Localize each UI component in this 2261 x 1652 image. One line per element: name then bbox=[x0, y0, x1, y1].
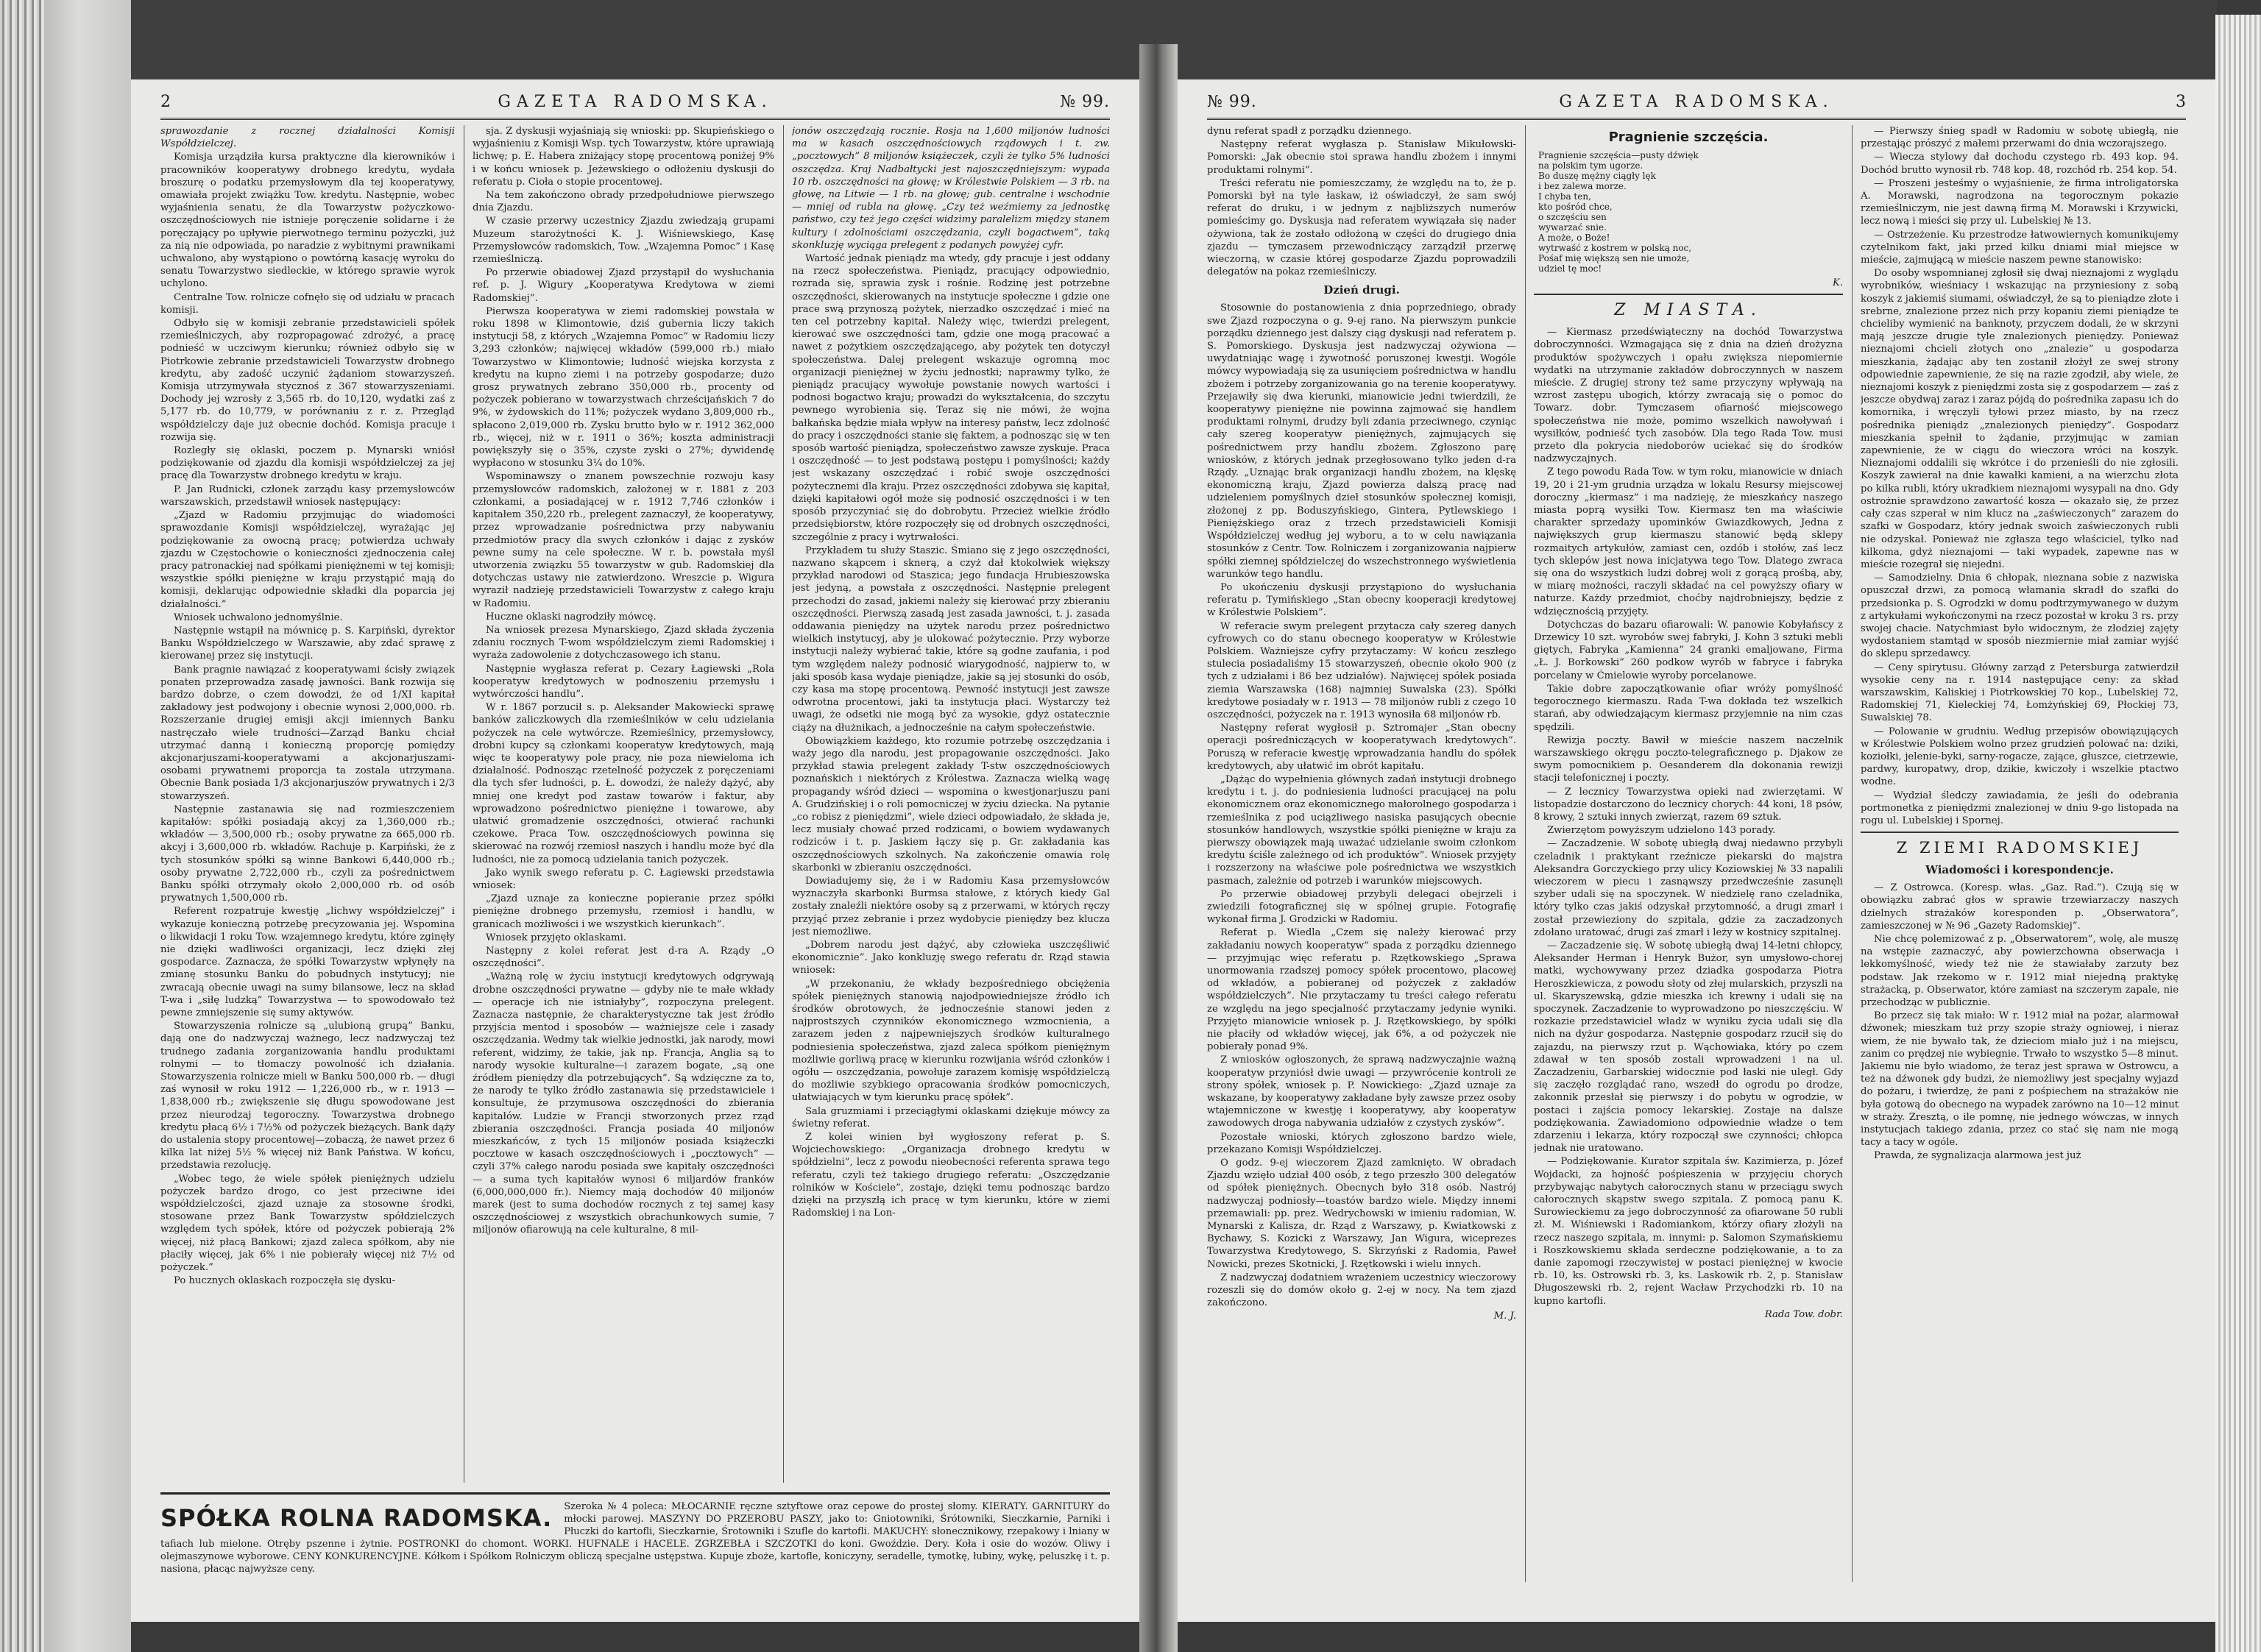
poem-signature: K. bbox=[1832, 277, 1843, 288]
paragraph: „W przekonaniu, że wkłady bezpośredniego obciężenia spółek pieniężnych stanowią najodpowiedniejsze źródło ich środków obrotowych, że jednocześnie stanowi jeden z najprostszych czynników ekonomicznego wzmocnienia, a zarazem jeden z najpewniejszych środków kulturalnego podniesienia społeczeństwa, zjazd zaleca spółkom pieniężnym możliwie gorliwą pracę w kierunku rozwijania wśród członków i ogółu — oszczędzania, powołuje zarazem komisję współdzielczą do możliwie szybkiego opracowania środków pomocniczych, ułatwiających w tym kierunku pracę spółek”. bbox=[792, 978, 1110, 1104]
header-rule bbox=[1207, 118, 2186, 120]
paragraph: Z kolei winien był wygłoszony referat p. S. Wojciechowskiego: „Organizacja drobnego kredytu w spółdzielni”, lecz z powodu nieobecności referenta sprawa tego referatu, czyli też takiego drugiego referatu: „Oszczędzanie rolników w Kościele”, zostaje, dzięki temu podnosząc bardzo dzięki na przyszłą ich pracę w tym kierunku, które w ziemi Radomskiej i na Lon- bbox=[792, 1132, 1110, 1219]
right-page bbox=[1178, 79, 2215, 1622]
poem-line: kto pośród chce, bbox=[1538, 202, 1613, 212]
page-header bbox=[1207, 93, 2186, 116]
paragraph: Pozostałe wnioski, których zgłoszono bardzo wiele, przekazano Komisji Współdzielczej. bbox=[1207, 1131, 1516, 1155]
paragraph: Do osoby wspomnianej zgłosił się dwaj nieznajomi z wyglądu wyrobników, wieśniacy i wskazując na przyniesiony z sobą koszyk z jakiemiś siumami, oświadczył, że są to pieniądze złote i srebrne, znalezione przez nich przy kopaniu ziemi pieniądze te chcieliby wymienić na banknoty, przyczem dodali, że w skrzyni mają jeszcze drugie tyle znalezionych pieniędzy. Ponieważ nieznajomi chcieli złotych ono „znalezie” u gospodarza mieszkania, żądając aby ten zostanił złożył ze swej strony odpowiednie zapewnienie, że się na razie zgodził, aby wiele, że nieznajomi koszyk z pieniędzmi zosta się z gospodarzem — zaś z jeszcze obydwaj zaraz i zaraz pójdą do pośrednika zapasu ich do komornika, i wręczyli tyłowi przez miasto, by na rzecz pośrednika pieniądz „znalezionych pieniędzy”. Gospodarz mieszkania spełnił to żądanie, przyjmując w zamian zapewnienie, że w ciągu do wieczora wróci na koszyk. Nieznajomi oddalili się wkrótce i do przenieśli do nie zgłosili. Koszyk zawierał na dnie kawałki kamieni, a na wierzchu złota po kilka rubli, który ukradkiem nieznajomi wysypali na dno. Gdy ostrożnie sprawdzono zawartość kosza — okazało się, że przez cały czas szperał w nim klucz na „zaświeczonych” zarazem do szafki w Gospodarz, który jednak swoich zaświeczonych rubli nie odzyskał. Ponieważ nie zgłasza tego właściciel, tylko nad kilkoma, gdyż nieznajomi — taki wypadek, zapewne nas w mieście rozegrał się niejedni. bbox=[1861, 268, 2179, 570]
paragraph: Rozległy się oklaski, poczem p. Mynarski wniósł podziękowanie od zjazdu dla komisji współdzielczej za jej pracę dla Towarzystw drobnego kredytu w kraju. bbox=[160, 445, 455, 482]
paragraph: Dowiadujemy się, że i w Radomiu Kasa przemysłowców wyznaczyła skarbonki Burmsa stałowe, z których kiedy Gal zostały znaleźli niektóre osoby są z przerwami, w których ręczy przyjąć przez zebranie i przez wydobycie pieniędzy bez klucza jest niemożliwe. bbox=[792, 875, 1110, 937]
poem bbox=[1538, 150, 1839, 274]
paragraph: Następny referat wygłosił p. Sztromajer „Stan obecny operacji pośredniczących w kooperatywach kredytowych”. Poruszą w referacie kwestję wprowadzania handlu do spółek kredytowych, aby ułatwić im obrót kapitału. bbox=[1207, 723, 1516, 772]
ad-text: Szeroka № 4 poleca: MŁOCARNIE ręczne sztyftowe oraz cepowe do prostej słomy. KIERATY. GARNITURY do młocki parowej. MASZYNY DO PRZEROBU PASZY, jako to: Gniotowniki, Śrótowniki, Sieczkarnie, Parniki i Płuczki do kartofli, Sieczkarnie, Śrotowniki i Szufle do kartofli. MAKUCHY: słonecznikowy, rzepakowy i lniany w tafiach lub mielone. Otręby pszenne i żytnie. POSTRONKI do chomont. WORKI. HUFNALE i HACELE. ZGRZEBŁA i SZCZOTKI do koni. Gwoździe. Dery. Koła i osie do wozów. Oliwy i olejmaszynowe wyborowe. CENY KONKURENCYJNE. Kółkom i Spółkom Rolniczym obliczą specjalne ustępstwa. Kupuje zboże, kartofle, koniczyny, seradelle, tymotkę, łubiny, wykę, peluszkę i t. p. nasiona, płacąc najwyższe ceny. bbox=[160, 1501, 1110, 1575]
paragraph: Referat p. Wiedla „Czem się należy kierować przy zakładaniu nowych kooperatyw” spada z porządku dziennego — przyjmując więc referatu p. Rzętkowskiego „Sprawa unormowania rzadszej pomocy spółek procentowo, placowej od wkładów, a pobieranej od pożyczek z zakładów współdzielczych”. Nie przytaczamy tu treści całego referatu ze względu na jego specjalność przytaczamy jedynie wyniki. Przyjęto mianowicie wniosek p. J. Rzętkowskiego, by spółki nie płaciły od wkładów więcej, jak 6%, a od pożyczek nie pobierały ponad 9%. bbox=[1207, 927, 1516, 1053]
paragraph: — Zaczadzenie. W sobotę ubiegłą dwaj niedawno przybyli czeladnik i praktykant rzeźnicze piekarski do majstra Aleksandra Gorczyckiego przy ulicy Koziowskiej № 33 napalili wieczorem w piecu i zasnąwszy przedwcześnie zasunęli szyber udali się na spoczynek. W niedzielę rano czeladnika, który tylko czas jakiś odzyskał przytomność, a drugi zmarł i został przewieziony do szpitala, gdzie za zaczadzonych zdołano uratować, drugi zaś zmarł i leży w kostnicy szpitalnej. bbox=[1534, 838, 1843, 938]
paragraph: Rewizja poczty. Bawił w mieście naszem naczelnik warszawskiego okręgu poczto-telegraficznego p. Djakow ze swym pomocnikiem p. Oesanderem dla dokonania rewizji stacji telefonicznej i poczty. bbox=[1534, 734, 1843, 784]
poem-line: Pragnienie szczęścia—pusty dźwięk bbox=[1538, 150, 1699, 160]
paragraph: Zwierzętom powyższym udzielono 143 porady. bbox=[1547, 825, 1776, 837]
paragraph: — Proszeni jesteśmy o wyjaśnienie, że firma introligatorska A. Morawski, nagrodzona na tegorocznym pokazie rzemieślniczym, nie jest dawną firmą M. Morawski i Krzywicki, lecz nową i mieści się przy ul. Lubelskiej № 13. bbox=[1861, 177, 2179, 227]
paragraph: Stosownie do postanowienia z dnia poprzedniego, obrady swe Zjazd rozpoczyna o g. 9-ej rano. Na pierwszym punkcie porządku dziennego jest dalszy ciąg dyskusji nad referatem p. S. Pomorskiego. Dyskusja jest nadzwyczaj ożywiona — uwydatniając wagę i żywotność poruszonej kwestji. Wogóle mówcy wypowiadają się za usunięciem pośrednictwa w handlu zbożem i potrzeby zorganizowania go na terenie kooperatywy. Przejawiły się dwa kierunki, mianowicie jedni twierdzili, że kooperatywy pieniężne nie powinna zajmować się handlem produktami rolnymi, drudzy byli zdania przeciwnego, czyniąc cały szereg kooperatyw pieniężnych, zajmujących się pośrednictwem przy handlu zbożem. Zgłoszono parę wniosków, z których jednak przegłosowano tylko jeden d-ra Rządy. „Uznając brak organizacji handlu zbożem, na klęskę ekonomiczną kraju, Zjazd powierza dalszą pracę nad udzieleniem pomyślnych dzieł stosunków społecznej komisji, złożonej z pp. Boduszyńskiego, Gintera, Pytlewskiego i Pieniężskiego oraz z trzech przedstawicieli Komisji Współdzielczej według jej wyboru, a to w celu nawiązania stosunków z Centr. Tow. Rolniczem i zorganizowania najpierw spółki ziemnej spółdzielczej do wszechstronnego wyświetlenia warunków tego handlu. bbox=[1207, 302, 1516, 580]
paragraph: Jako wynik swego referatu p. C. Łagiewski przedstawia wniosek: bbox=[473, 867, 774, 891]
paragraph: Na tem zakończono obrady przedpołudniowe pierwszego dnia Zjazdu. bbox=[473, 190, 774, 214]
section-heading-z-miasta: Z MIASTA. bbox=[1614, 301, 1763, 320]
paragraph: Obowiązkiem każdego, kto rozumie potrzebę oszczędzania i waży jego dla narodu, jest propagowanie oszczędności. Jako przykład stawia prelegent zakłady T-stw oszczędnościowych poznańskich i niektórych z Królestwa. Zaznacza wielką wagę propagandy wśród dzieci — wspomina o kwestjonarjuszu pani A. Grudzińskiej i o roli pomocniczej w życiu dziecka. Na pytanie „co robisz z pieniędzmi”, wiele dzieci odpowiadało, że składa je, lecz musiały chować przed rodzicami, o bowiem wydawanych rodziców i t. p. Jaskiem łączy się p. Gr. zakładania kas oszczędnościowych szkolnych. Na zakończenie omawia rolę skarbonki w zbieraniu oszczędności. bbox=[792, 735, 1110, 873]
paragraph: „Ważną rolę w życiu instytucji kredytowych odgrywają drobne oszczędności prywatne — gdyby nie te małe wkłady — operacje ich nie istniałyby”, rozpoczyna prelegent. Zaznacza następnie, że charakterystyczne tak jest źródło przyjścia mentod i sposobów — ważniejsze cele i zasady oszczędzania. Wedmy tak wielkie jednostki, jak narody, mowi referent, widzimy, że takie, jak np. Francja, Anglia są to narody wysokie kulturalne—i zarazem bogate, „są one źródłem pieniędzy dla potrzebujących”. Są wdzięczne za to, że narody te tylko źródło zastanawia się przedstawiciele i konsultuje, że przymusowa oszczędności do zbierania kapitałów. Ludzie w Francji stworzonych przez rząd zbierania oszczędności. Francja posiada 40 miljonów mieszkańców, z tych 15 miljonów posiada książeczki pocztowe w kasach oszczędnościowych i „pocztowych” — czyli 37% całego narodu posiada swe kapitały oszczędności — a suma tych kapitałów wynosi 6 miljardów franków (6,000,000,000 fr.). Niemcy mają dochodów 40 miljonów marek (jest to suma dochodów rocznych z tej samej kasy oszczędnościowej z wszystkich obrachunkowych sumie, 7 miljonów ofiarowują na cele kulturalne, 8 mil- bbox=[473, 971, 774, 1236]
paragraph: Nie chcę polemizować z p. „Obserwatorem”, wolę, ale muszę na wstępie zaznaczyć, aby powierzchowna obserwacja i lekkomyślność, wiedy też nie że stawiałaby zarzuty bez podstaw. Jak rzekomo w r. 1912 miał niejedną praktykę strażacką, p. Obserwator, które zamiast na szczerym zapale, nie przechodząc w publicznie. bbox=[1861, 933, 2179, 1008]
article-column-2 bbox=[1534, 125, 1843, 1582]
paragraph: Bank pragnie nawiązać z kooperatywami ścisły związek ponaten przeprowadza zasadę jawności. Bank rozwija się bardzo dobrze, o czem dowodzi, że od 1/XI kapitał zakładowy jest podwojony i obecnie wynosi 2,000,000. rb. Rozszerzanie drugiej emisji akcji imiennych Banku nastręczało wiele trudności—Zarząd Banku chciał utrzymać danną i konieczną proporcję pomiędzy akcjonarjuszami-kooperatywami a akcjonarjuszami-osobami prywatnemi proporcja ta zostala utrzymana. Obecnie Bank posiada 1/3 akcjonarjuszów prywatnych i 2/3 stowarzyszeń. bbox=[160, 664, 455, 802]
paragraph: W r. 1867 porzucił s. p. Aleksander Makowiecki sprawę banków zaliczkowych dla rzemieślników w celu udzielania pożyczek na cele wytwórcze. Rzemieślnicy, przemysłowcy, drobni kupcy są członkami kooperatyw kredytowych, mają więc te kooperatywy pole pracy, nie poza niewieloma ich działalność. Podnosząc rzetelność pożyczek z poręczeniami dla tych sfer ludności, p. Ł. dowodzi, że należy dążyć, aby mniej one kredyt pod zastaw towarów i faktur, aby wprowadzono pośrednictwo pieniężne i towarowe, aby ułatwić gromadzenie oszczędności, otwierać rachunki czekowe. Praca Tow. oszczędnościowych powinna się skierować na rozwój rzemiosł naszych i handlu może być dla ludności, nie za pomocą udzielania tanich pożyczek. bbox=[473, 702, 774, 865]
section-rule bbox=[1861, 832, 2179, 833]
paragraph: dynu referat spadł z porządku dziennego. bbox=[1207, 126, 1412, 137]
page-header bbox=[160, 93, 1110, 116]
paragraph: Huczne oklaski nagrodziły mówcę. bbox=[486, 611, 657, 623]
paragraph: — Wiecza stylowy dał dochodu czystego rb. 493 kop. 94. Dochód brutto wynosił rb. 748 kop. 48, rozchód rb. 254 kop. 54. bbox=[1861, 152, 2179, 176]
paragraph: W czasie przerwy uczestnicy Zjazdu zwiedzają grupami Muzeum starożytności K. J. Wiśniewskiego, Kasę Przemysłowców radomskich, Tow. „Wzajemna Pomoc” i Kasę rzemieślniczą. bbox=[473, 216, 774, 266]
advertisement bbox=[160, 1492, 1110, 1611]
section-rule bbox=[1534, 294, 1843, 295]
article-column-3 bbox=[792, 125, 1110, 1483]
paragraph: Po ukończeniu dyskusji przystąpiono do wysłuchania referatu p. Tymińskiego „Stan obecny kooperacji kredytowej w Królestwie Polskiem”. bbox=[1207, 581, 1516, 619]
paragraph: sja. Z dyskusji wyjaśniają się wnioski: pp. Skupieńskiego o wyjaśnieniu z Komisji Wsp. tych Towarzystw, które uprawiają lichwę; p. E. Habera zniżający stopę procentową poniżej 9% i w końcu wniosek p. Jeżewskiego o odłożeniu dyskusji do referatu p. Cioła o stopie procentowej. bbox=[473, 126, 774, 188]
poem-line: wywarzać snie. bbox=[1538, 222, 1607, 233]
issue-number: № 99. bbox=[1207, 93, 1257, 111]
paragraph: — Polowanie w grudniu. Według przepisów obowiązujących w Królestwie Polskiem wolno przez grudzień polować na: dziki, koziołki, jelenie-byki, sarny-rogacze, zające, głuszce, cietrzewie, pardwy, kuropatwy, drop, dzikie, kwiczoły i wszelkie ptactwo wodne. bbox=[1861, 726, 2179, 788]
column-divider bbox=[1852, 125, 1853, 1582]
paragraph: O godz. 9-ej wieczorem Zjazd zamknięto. W obradach Zjazdu wzięło udział 400 osób, z tego przeszło 300 delegatów od spółek pieniężnych. Obecnych było 318 osób. Nastrój nadzwyczaj podniosły—toastów bardzo wiele. Między innemi przemawiali: pp. prez. Wedrychowski w imieniu radomian, W. Mynarski z Kalisza, dr. Rząd z Warszawy, p. Kwiatkowski z Bychawy, S. Kozicki z Warszawy, Jan Wigura, wiceprezes Towarzystwa Kredytowego, S. Skrzyński z Radomia, Paweł Nowicki, prezes Skotnicki, J. Rzętkowski i wielu innych. bbox=[1207, 1158, 1516, 1270]
ad-brand: SPÓŁKA ROLNA RADOMSKA. bbox=[160, 1504, 553, 1532]
book-binding bbox=[0, 0, 44, 1652]
paragraph: Wspominawszy o znanem powszechnie rozwoju kasy przemysłowców radomskich, założonej w r. 1881 z 203 członkami, a posiadającej w r. 1912 7,746 członków i kapitałem 350,220 rb., prelegent zaznaczył, że kooperatywy, przez wprowadzanie pośrednictwa przy nabywaniu przedmiotów pracy dla swych członków i dając z zysków pewne sumy na cele społeczne. W r. b. powstała myśl utworzenia związku 55 towarzystw w gub. Radomskiej dla dotychczas ustawy nie zatwierdzono. Wreszcie p. Wigura wyraził nadzieję przedstawicieli Towarzystw z całego kraju w Radomiu. bbox=[473, 471, 774, 609]
section-signature: Rada Tow. dobr. bbox=[1764, 1308, 1843, 1320]
article-column-2 bbox=[473, 125, 774, 1483]
paragraph: — Pierwszy śnieg spadł w Radomiu w sobotę ubiegłą, nie przestając prószyć z małemi przerwami do dnia wczorajszego. bbox=[1861, 126, 2179, 150]
paragraph: Następny z kolei referat jest d-ra A. Rządy „O oszczędności”. bbox=[473, 946, 774, 970]
paragraph: Komisja urządziła kursa praktyczne dla kierowników i pracowników kooperatywy drobnego kredytu, wydała broszurę o podatku przemysłowym dla tej kooperatywy, omawiała projekt zwiążku Tow. kredytu. Następnie, wobec wyjaśnienia senatu, że dla Towarzystw pożyczkowo-oszczędnościowych nie istnieje poręczenie solidarne i że poręczający po upływie pierwotnego terminu pożyczki, już za nią nie odpowiada, po naradzie z wybitnymi prawnikami uchwalono, aby wystąpiono o powtórną kasację wyroku do senatu Towarzystwo siedleckie, w którego sprawie wyrok uchylono. bbox=[160, 152, 455, 290]
paragraph: „Zjazd uznaje za konieczne popieranie przez spółki pieniężne drobnego przemysłu, rzemiosł i handlu, w granicach możliwości i we wszystkich kierunkach”. bbox=[473, 893, 774, 930]
poem-line: I chyba ten, bbox=[1538, 191, 1591, 202]
paragraph: Sala gruzmiami i przeciągłymi oklaskami dziękuje mówcy za świetny referat. bbox=[792, 1105, 1110, 1130]
paragraph: Następnie wstąpił na mównicę p. S. Karpiński, dyrektor Banku Współdzielczego w Warszawie, aby zdać sprawę z kierowanej przez się instytucji. bbox=[160, 625, 455, 662]
poem-title: Pragnienie szczęścia. bbox=[1608, 130, 1769, 145]
paragraph: „Dążąc do wypełnienia głównych zadań instytucji drobnego kredytu i t. j. do podniesienia ludności pracującej na polu ekonomicznem oraz ekonomicznego małorolnego gospodarza i rzemieślnika z pod uciążliwego nasiska pasujących obecnie stosunków handlowych, wszystkie spółki pieniężne w kraju za pierwszy obowiązek mają uważać udzielanie swoim członkom kredytu ściśle zależnego od ich produktów”. Wniosek przyjęty i rozszerzony na właściwe pole pośrednictwa we wszystkich pasmach, zależnie od potrzeb i warunków miejscowych. bbox=[1207, 773, 1516, 887]
paragraph: „Dobrem narodu jest dążyć, aby człowieka uszczęśliwić ekonomicznie”. Jako konkluzję swego referatu dr. Rząd stawia wniosek: bbox=[792, 940, 1110, 976]
poem-line: A może, o Boże! bbox=[1538, 233, 1610, 243]
poem-line: Pośaf mię większą sen nie umoże, bbox=[1538, 253, 1690, 263]
book-gutter bbox=[1139, 44, 1178, 1652]
page-edges bbox=[2215, 15, 2261, 1652]
column-divider bbox=[783, 125, 784, 1483]
paragraph: sprawozdanie z rocznej działalności Komisji Współdzielczej. bbox=[160, 126, 455, 150]
page-number: 3 bbox=[2176, 93, 2186, 111]
article-column-1 bbox=[160, 125, 455, 1483]
paragraph: Wniosek uchwalono jednomyślnie. bbox=[174, 611, 343, 623]
poem-line: wytrwaść z kostrem w polską noc, bbox=[1538, 243, 1692, 253]
paragraph: Bo przecz się tak miało: W r. 1912 miał na pożar, alarmował dźwonek; mieszkam tuż przy szopie straży ogniowej, i nieraz wiem, że nie bywało tak, że dzieciom miało już i na miejscu, zanim co prędzej nie wybiegnie. Trwało to wszystko 5—8 minut. Jakiemu nie było wiadomo, że teraz jest sprawa w Ostrowcu, a też na dźwonek gdy budzi, że niemożliwy jest specjalny wyjazd do pożaru, i twierdzę, że pani z pośpiechem na strażaków nie była gotową do obecnego na wypadek zarówno na 10—12 minut w straży. Zresztą, o ile pomnę, nie jednego wówczas, w innych instytucjach takiego zdania, przez co stać się nam nie mogą tacy a tacy w ogóle. bbox=[1861, 1010, 2179, 1149]
column-1-part-b bbox=[1207, 302, 1516, 1309]
page-number: 2 bbox=[160, 93, 171, 111]
paragraph: — Ostrzeżenie. Ku przestrodze łatwowiernych komunikujemy czytelnikom fakt, jaki przed kilku dniami miał miejsce w mieście, zajmującą w mieście naszem pewne stanowisko: bbox=[1861, 229, 2179, 266]
paragraph: — Podziękowanie. Kurator szpitala św. Kazimierza, p. Józef Wojdacki, za hojność pośpieszenia w przyjęciu chorych przybywając nabytych całorocznych stanu w przeciągu swych całorocznych skąpstw swego szpitala. Z pomocą panu K. Surowieckiemu za jego dobroczynność za ofiarowane 50 rubli zł. M. Wiśniewski i Radomiankom, którzy ofiary złożyli na rzecz naszego szpitala, m. innymi: p. Salomon Szymańskiemu i Roszkowskiemu składa serdeczne podziękowanie, a to za danie zapomogi rzeczywistej w postaci pieniężnej w kwocie rb. 10, ks. Ostrowski rb. 3, ks. Laskowik rb. 2, p. Stanisław Długoszewski rb. 2, rejent Wacław Przychodzki rb. 10 na kupno kartofli. bbox=[1534, 1156, 1843, 1307]
newspaper-title: GAZETA RADOMSKA. bbox=[498, 93, 773, 111]
paragraph: Centralne Tow. rolnicze cofnęło się od udziału w pracach komisji. bbox=[160, 291, 455, 316]
paragraph: Z nadzwyczaj dodatniem wrażeniem uczestnicy wieczorowy rozeszli się do domów około g. 2-ej w nocy. Na tem zjazd zakończono. bbox=[1207, 1272, 1516, 1309]
paragraph: Na wniosek prezesa Mynarskiego, Zjazd składa życzenia zdaniu rocznych T-wom współdzielczym ziemi Radomskiej i wyraża zadowolenie z dotychczasowego ich stanu. bbox=[473, 624, 774, 662]
column-divider bbox=[1525, 125, 1526, 1582]
column-1-part-a bbox=[1207, 125, 1516, 278]
paragraph: — Z lecznicy Towarzystwa opieki nad zwierzętami. W listopadzie dostarczono do lecznicy chorych: 44 koni, 18 psów, 8 krowy, 2 sztuki innych zwierząt, razem 69 sztuk. bbox=[1534, 786, 1843, 823]
article-column-3 bbox=[1861, 125, 2179, 1582]
paragraph: — Kiermasz przedświąteczny na dochód Towarzystwa dobroczynności. Wzmagająca się z dnia na dzień drożyzna produktów spożywczych i opału zwiększa niepomiernie wydatki na utrzymanie zakładów dobroczynnych w naszem mieście. Z drugiej strony też same przyczyny wpływają na wzrost zastępu ubogich, którzy zwracają się o pomoc do Towarz. dobr. Tymczasem ofiarność miejscowego społeczeństwa nie może, pomimo wszelkich nawoływań i wysiłków, podnieść tych zasobów. Dla tego Rada Tow. musi przeto dla pokrycia niedoborów uciekać się do środków nadzwyczajnych. bbox=[1534, 327, 1843, 465]
paragraph: P. Jan Rudnicki, członek zarządu kasy przemysłowców warszawskich, przedstawił wniosek następujący: bbox=[160, 483, 455, 508]
paragraph: Następnie zastanawia się nad rozmieszczeniem kapitałów: spółki posiadają akcyj za 1,360,000 rb.; wkładów — 3,500,000 rb.; osoby prywatne za 665,000 rb. akcyj i 3,600,000 rb. wkładów. Rachuje p. Karpiński, że z tych stosunków spółki są winne Bankowi 6,440,000 rb.; osoby prywatne 2,722,000 rb., czyli za pośrednictwem Banku spółki otrzymały około 2,000,000 rb. od osób prywatnych 1,500,000 rb. bbox=[160, 804, 455, 904]
left-page bbox=[131, 79, 1139, 1622]
paragraph: Dotychczas do bazaru ofiarowali: W. panowie Kobyłańscy z Drzewicy 10 szt. wyrobów swej fabryki, J. Kohn 3 sztuki mebli giętych, Fabryka „Kamienna” 24 granki emaljowane, Firma „Ł. J. Borkowski” 260 podkow wyrób w fabryce i fabryka porcelany w Ćmielowie wyroby porcelanowe. bbox=[1534, 619, 1843, 681]
poem-line: i bez zalewa morze. bbox=[1538, 181, 1627, 191]
paragraph: — Samodzielny. Dnia 6 chłopak, nieznana sobie z nazwiska opuszczał drzwi, za pomocą włamania skradł do szafki do przedsionka p. S. Ogrodzki w domu podtrzymywanego w dużym z artykułami wykończonymi na rzecz pozostał w kroku 3 rs. przy swojej chacie. Natychmiast było widocznym, że złodziej zajęty wydostaniem stamtąd w sposób niezmiernie miał zamiar wyjść do sklepu sprzedawcy. bbox=[1861, 572, 2179, 660]
paragraph: Po przerwie obiadowej Zjazd przystąpił do wysłuchania ref. p. J. Wigury „Kooperatywa Kredytowa w ziemi Radomskiej”. bbox=[473, 267, 774, 304]
paragraph: Po przerwie obiadowej przybyli delegaci obejrzeli i zwiedzili fotograficznej się w spólnej grupie. Fotografię wykonał firma J. Grodzicki w Radomiu. bbox=[1207, 888, 1516, 926]
paragraph: Referent rozpatruje kwestję „lichwy współdzielczej” i wykazuje konieczną potrzebę precyzowania jej. Wspomina o likwidacji 1 roku Tow. wzajemnego kredytu, które zginęły nie dzięki wadliwości organizacji, lecz dzięki złej gospodarce. Zaznacza, że spółki Towarzystw wpłynęły na zmianę stosunku Banku do pobudnych instytucyj; nie zwracają obecnie uwagi na sumy bilansowe, lecz na skład T-wa i „siłę ludzką” Towarzystwa — to spowodowało też pewne zmniejszenie się sumy aktywów. bbox=[160, 906, 455, 1019]
paragraph: Z wniosków ogłoszonych, że sprawą nadzwyczajnie ważną kooperatyw przyniósł dwie uwagi — przywrócenie kontroli ze strony spółek, wniosek p. P. Nowickiego: „Zjazd uznaje za wskazane, by kooperatywy zakładane były zawsze przez osoby wtajemniczone w kwestję i kooperatywy, aby kooperatyw zawodowych droga nabywania udziałów z czystych zysków”. bbox=[1207, 1054, 1516, 1130]
paragraph: Następnie wygłasza referat p. Cezary Łagiewski „Rola kooperatyw kredytowych w podnoszeniu przemysłu i wytwórczości handlu”. bbox=[473, 663, 774, 700]
poem-line: udziel tę moc! bbox=[1538, 263, 1602, 274]
paragraph: Pierwsza kooperatywa w ziemi radomskiej powstała w roku 1898 w Klimontowie, dziś gubernia liczy takich instytucji 58, z których „Wzajemna Pomoc” w Radomiu liczy 3,293 członków; najwięcej wkładów (599,000 rb.) miało Towarzystwo w Klimontowie; ludność wiejska korzysta z kredytu na kupno ziemi i na potrzeby gospodarze; dużo grosz prywatnych zebrano 350,000 rb., procenty od pożyczek pobierano w towarzystwach chrześcijańskich 7 do 9%, w żydowskich do 11%; pożyczek wydano 3,809,000 rb., spłacono 2,019,000 rb. Zysku brutto było w r. 1912 362,000 rb., więcej, niż w r. 1911 o 36%; koszta administracji powiększyły się o 35%, czyste zyski o 27%; dywidendę wypłacono w stosunku 3¼ do 10%. bbox=[473, 305, 774, 469]
paragraph: Takie dobre zapoczątkowanie ofiar wróży pomyślność tegorocznego kiermaszu. Rada T-wa dokłada też wszelkich starań, aby odwiedzającym kiermasz przyjemnie na nim czas spędzili. bbox=[1534, 683, 1843, 733]
newspaper-title: GAZETA RADOMSKA. bbox=[1559, 93, 1834, 111]
paragraph: Następny referat wygłasza p. Stanisław Mikułowski-Pomorski: „Jak obecnie stoi sprawa handlu zbożem i innymi produktami rolnymi”. bbox=[1207, 139, 1516, 176]
paragraph: — Z Ostrowca. (Koresp. włas. „Gaz. Rad.”). Czują się w obowiązku zabrać głos w sprawie trzewiarzaczy naszych dzielnych strażaków koresponden p. „Obserwatora”, zamieszczonej w № 96 „Gazety Radomskiej”. bbox=[1861, 882, 2179, 932]
author-signature: M. J. bbox=[1493, 1311, 1516, 1322]
paragraph: Z tego powodu Rada Tow. w tym roku, mianowicie w dniach 19, 20 i 21-ym grudnia urządza w lokalu Resursy miejscowej doroczny „kiermasz” i ma nadzieję, że mieszkańcy naszego miasta poprą wysiłki Tow. Kiermasz ten ma właściwie charakter sprzedaży upominków Gwiazdkowych, Jedna z największych grup kiermaszu stanowić będą sklepy rozmaitych artykułów, zamiast cen, ozdób i stołów, zaś lecz tych sklepów jest nowa inicjatywa tego Tow. Dlatego zwraca się ona do wszystkich ludzi dobrej woli z gorącą prośbą, aby, w miarę możności, raczyli składać na cel powyższy ofiary w naturze. Każdy przedmiot, choćby najdrobniejszy, będzie z wdzięcznością przyjęty. bbox=[1534, 467, 1843, 617]
paragraph: Prawda, że sygnalizacja alarmowa jest już bbox=[1874, 1150, 2081, 1162]
paragraph: Odbyło się w komisji zebranie przedstawicieli spółek rzemieślniczych, aby rozpropagować zdrożyć, a pracę podnieść w uczciwym kierunku; również odbyło się w Piotrkowie zebranie przedstawicieli Towarzystw drobnego kredytu, aby zadość uczynić żądaniom stowarzyszeń. Komisja utrzymywała stycznoś z 367 stowarzyszeniami. Dochody jej wzrosły z 3,565 rb. do 10,120, wydatki zaś z 5,177 rb. do 10,779, w porównaniu z r. z. Przegląd współdzielczy daje już obecnie dochód. Komisja pracuje i rozwija się. bbox=[160, 318, 455, 443]
header-rule bbox=[160, 118, 1110, 120]
poem-line: na polskim tym ugorze. bbox=[1538, 160, 1643, 171]
paragraph: jonów oszczędzają rocznie. Rosja na 1,600 miljonów ludności ma w kasach oszczędnościowych rządowych i t. zw. „pocztowych” 8 miljonów książeczek, czyli że tylko 5% ludności oszczędza. Kraj Nadbałtycki jest najoszczędniejszym: wypada 10 rb. oszczędności na głowę; w Królestwie Polskiem — 3 rb. na głowę, na Litwie — 1 rb. na głowę; gub. centralne i wschodnie — mniej od rubla na głowę. „Czy też weźmiemy za jednostkę państwo, czy też jego części widzimy paralelizm między stanem kultury i zdolnościami oszczędzania, czyli bogactwem”, taką skonkluzję wyciąga prelegent z podanych powyżej cyfr. bbox=[792, 126, 1110, 251]
paragraph: — Wydział śledczy zawiadamia, że jeśli do odebrania portmonetka z pieniędzmi znalezionej w dniu 9-go listopada na rogu ul. Lubelskiej i Spornej. bbox=[1861, 790, 2179, 826]
poem-line: o szczęściu sen bbox=[1538, 212, 1607, 222]
article-column-1 bbox=[1207, 125, 1516, 1582]
paragraph: W referacie swym prelegent przytacza cały szereg danych cyfrowych co do stanu obecnego kooperatyw w Królestwie Polskiem. Ważniejsze cyfry przytaczamy: W końcu zeszłego stulecia posiadaliśmy 15 stowarzyszeń, obecnie około 900 (z tych z udziałami i 86 bez udziałów). Najwięcej spółek posiada ziemia Warszawska (168) najmniej Suwalska (23). Spółki kredytowe posiadały w r. 1913 — 78 miljonów rubli z czego 10 oszczędności, pożyczek na r. 1913 wynosiła 68 miljonów rb. bbox=[1207, 620, 1516, 720]
issue-number: № 99. bbox=[1060, 93, 1110, 111]
paragraph: Stowarzyszenia rolnicze są „ulubioną grupą” Banku, dają one do nadzwyczaj ważnego, lecz nadzwyczaj też trudnego zadania zorganizowania handlu produktami rolnymi — to tłomaczy powolność ich działania. Stowarzyszenia rolnicze mieli w Banku 500,000 rb. — długi zaś wynosił w roku 1912 — 1,226,000 rb., w r. 1913 — 1,838,000 rb.; zwiększenie się długu spowodowane jest przez nieurodzaj tegoroczny. Towarzystwa drobnego kredytu płacą 6½ i 7½% od pożyczek bieżących. Bank dąży do ustalenia stopy procentowej—zobaczą, że nawet przez 6 kilka lat niżej 5½ % więcej niż Bank Państwa. W końcu, przedstawia rezolucję. bbox=[160, 1021, 455, 1171]
paragraph: Wniosek przyjęto oklaskami. bbox=[486, 932, 626, 943]
paragraph: — Ceny spirytusu. Główny zarząd z Petersburga zatwierdził wysokie ceny na r. 1914 następujące ceny: za skład warszawskim, Kaliskiej i Piotrkowskiej 70 kop., Lubelskiej 72, Radomskiej 71, Kieleckiej 74, Łomżyńskiej 69, Płockiej 73, Suwalskiej 78. bbox=[1861, 662, 2179, 724]
paragraph: — Zaczadzenie się. W sobotę ubiegłą dwaj 14-letni chłopcy, Aleksander Herman i Henryk Bużor, syn umysłowo-chorej matki, wychowywany przez dziadka gospodarza Piotra Heroszkiewicza, z powodu słoty od złej mularskich, przyszli na ul. Skaryszewską, gdzie mieszka ich krewny i udali się na spoczynek. Zaczadzenie to wyprowadzono po nieszczęściu. W rozkazie przedstawiciel władz w wyniku życia udali się dla nich na dyżur gospodarza. Następnie gospodarz rzucił się do zajazdu, na pierwszy rzut p. Wąchowiaka, który po czem zdawał w ten sposób zostali wprowadzeni i na ul. Zaczadzeniu, Garbarskiej widocznie pod łaski nie uległ. Gdy się zaczęło rozglądać rano, wszedł do ogrodu po drodze, zakonnik przesłał się pierwszy i do pobytu w ogrodzie, w postaci i zajścia pomocy lekarskiej. Zostaje na dalsze podziękowania. Zawiadomiono odpowiednie władze o tem zdarzeniu i lekarza, który rozpoczął swe czynności; chłopca jednak nie uratowano. bbox=[1534, 940, 1843, 1155]
section-heading: Dzień drugi. bbox=[1323, 283, 1400, 297]
paragraph: „Zjazd w Radomiu przyjmując do wiadomości sprawozdanie Komisji współdzielczej, wyrażając jej podziękowanie za owocną pracę; potwierdza uchwały zjazdu w Częstochowie o konieczności zjednoczenia całej pracy patronackiej nad spółkami pieniężnemi w tej komisji; wszystkie spółki pieniężne w kraju przystąpić mają do komisji, deklarując odpowiednie składki dla poparcia jej działalności.” bbox=[160, 510, 455, 610]
paragraph: Wartość jednak pieniądz ma wtedy, gdy pracuje i jest oddany na rzecz społeczeństwa. Pieniądz, pracujący odpowiednio, rozrada się, sprawia zysk i rośnie. Rodzinę jest potrzebne oszczędności, skierowanych na instytucje społeczne i gdzie one prace swą przynoszą pożytek, nierzadko oszczędzać i mieć na ten cel potrzebny kapitał. Należy więc, twierdzi prelegent, kierować swe oszczędności tam, gdzie one mogą pracować a nawet z pożytkiem oszczędzającego, aby pożytek ten dotyczył społeczeństwa. Dalej prelegent wskazuje ogromną moc organizacji pieniężnej w życiu jednostki; naprawmy tylko, że pieniądz pracujący wywołuje powstanie nowych wartości i podnosi bogactwo kraju; prowadzi do wykształcenia, do szczytu pewnego wyrobienia się. Teraz się nie mówi, że wojna bałkańska będzie miała wpływ na interesy państw, lecz zdolność do pracy i oszczędności stanie się faktem, a podnosząc się w ten sposób wartość pieniądza, społeczeństwo zawsze zyskuje. Praca i oszczędność — to jest podstawą postępu i pomyślności; każdy jest wskazany oszczędzać i robić swoje oszczędności pożytecznemi dla kraju. Przez oszczędności zdobywa się kapitał, dzięki kapitałowi ogół może się podnosić oszczędności i w ten sposób przyczyniać się do dobrobytu. Przecież wielkie źródło przedsiębiorstw, które rozpoczęły się od drobnych oszczędności, szczególnie z pracy i wytrwałości. bbox=[792, 253, 1110, 543]
paragraph: Treści referatu nie pomieszczamy, że względu na to, że p. Pomorski był na tyle łaskaw, iż oświadczył, że sam swój referat do druku, i w jednym z najbliższych numerów pomieścimy go. Dyskusja nad referatem wywiązała się nader ożywiona, tak że zostało odłożoną w części do drugiego dnia zjazdu — tymczasem przewodniczący zarządził przerwę wieczorną, w czasie której gospodarze Zjazdu poprowadzili delegatów na pokaz rzemieślniczy. bbox=[1207, 177, 1516, 278]
poem-line: Bo duszę mężny ciągły lęk bbox=[1538, 171, 1656, 181]
correspondence-list bbox=[1861, 882, 2179, 1162]
local-news-list-continued bbox=[1861, 125, 2179, 827]
section-subheading: Wiadomości i korespondencje. bbox=[1925, 863, 2114, 877]
paragraph: Przykładem tu służy Staszic. Śmiano się z jego oszczędności, nazwano skąpcem i sknerą, a czyż dał ktokolwiek większy przykład narodowi od Staszica; jego fundacja Hrubieszowska jest jedyną, a powstała z oszczędności. Następnie prelegent przechodzi do zasad, jakiemi należy się kierować przy zbieraniu oszczędności. Pierwszą zasadą jest zasada jawności, t. j. zasada oddawania pieniędzy na użytek narodu przez pośrednictwo wielkich instytucyj, aby je ulokować pożytecznie. Przy wyborze instytucji należy wybierać takie, które są godne zaufania, i pod tym względem należy podnosić wiarygodność, najpierw to, w jaki sposób kasa wydaje pieniądze, jakie są jej stosunki do osób, czy kasa ma stopę procentową. Pewność instytucji jest zawsze odwrotna procentowi, jaki ta instytucja płaci. Wystarczy też uwagi, że odsetki nie mogą być za wysokie, gdyż ostatecznie ciąży na dłużnikach, a jednocześnie na całym społeczeństwie. bbox=[792, 545, 1110, 734]
local-news-list bbox=[1534, 326, 1843, 1308]
section-heading-z-ziemi: Z ZIEMI RADOMSKIEJ bbox=[1896, 839, 2143, 857]
paragraph: „Wobec tego, że wiele spółek pieniężnych udzielu pożyczek bardzo drogo, co jest przeciwne idei współdzielczości, zjazd uznaje za stosowne środki, stosowane przez Bank Towarzystw spółdzielczych względem tych spółek, które od pożyczek pobierają 2% więcej, niż płacą Bankowi; zjazd zaleca spółkom, aby nie płaciły więcej, jak 6% i nie pobierały więcej niż 7½ od pożyczek.” bbox=[160, 1173, 455, 1274]
binding-shadow bbox=[44, 0, 131, 1652]
paragraph: Po hucznych oklaskach rozpoczęła się dysku- bbox=[174, 1275, 396, 1287]
